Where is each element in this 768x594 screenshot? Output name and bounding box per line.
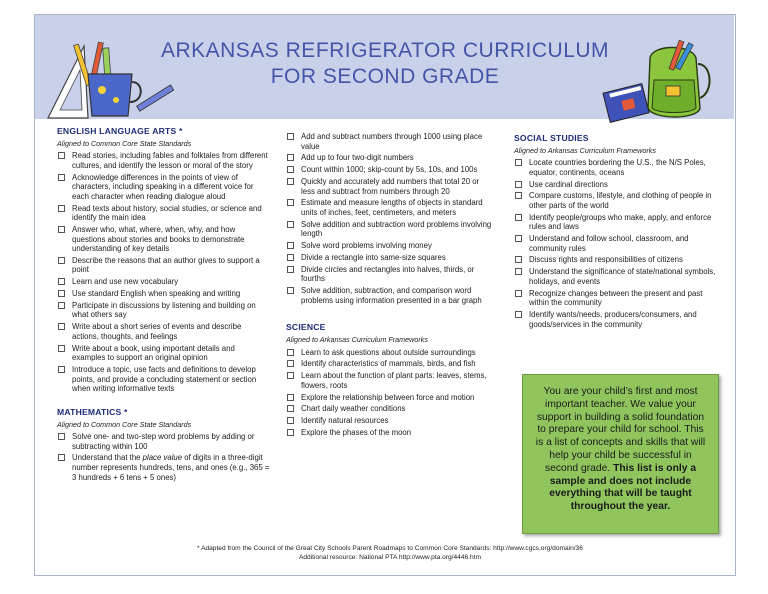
list-item[interactable]: Identify natural resources <box>286 416 494 426</box>
page-title <box>140 38 630 90</box>
list-item[interactable]: Understand that the place value of digits in a three-digit number represents hundreds, tens, and ones (e.g., 365 = 3 hundreds + 6 tens + 5 ones) <box>57 453 270 482</box>
list-item[interactable]: Estimate and measure lengths of objects in standard units of inches, feet, centimeters, and meters <box>286 198 494 217</box>
list-item[interactable]: Use standard English when speaking and writing <box>57 289 270 299</box>
list-item[interactable]: Identify characteristics of mammals, birds, and fish <box>286 359 494 369</box>
list-item[interactable]: Learn to ask questions about outside surroundings <box>286 348 494 358</box>
title-line-1: ARKANSAS REFRIGERATOR CURRICULUM <box>160 39 610 62</box>
title-line-2: FOR SECOND GRADE <box>270 65 500 88</box>
list-item[interactable]: Solve addition, subtraction, and comparison word problems using information presented in a bar graph <box>286 286 494 305</box>
list-item[interactable]: Quickly and accurately add numbers that total 20 or less and subtract from numbers through 20 <box>286 177 494 196</box>
checkbox-icon <box>58 323 65 330</box>
checkbox-icon <box>287 166 294 173</box>
column-middle <box>286 132 494 440</box>
list-item[interactable]: Acknowledge differences in the points of view of characters, including speaking in a different voice for each character when reading dialogue aloud <box>57 173 270 202</box>
list-item[interactable]: Read stories, including fables and folktales from different cultures, and identify the lesson or moral of the story <box>57 151 270 170</box>
checkbox-icon <box>58 205 65 212</box>
checkbox-icon <box>515 290 522 297</box>
column-left <box>57 127 270 484</box>
list-item[interactable]: Recognize changes between the present and past within the community <box>514 289 724 308</box>
checkbox-icon <box>58 152 65 159</box>
list-item[interactable]: Solve word problems involving money <box>286 241 494 251</box>
list-item[interactable]: Locate countries bordering the U.S., the N/S Poles, equator, continents, oceans <box>514 158 724 177</box>
list-item[interactable]: Learn about the function of plant parts: leaves, stems, flowers, roots <box>286 371 494 390</box>
checkbox-icon <box>58 302 65 309</box>
list-item[interactable]: Understand the significance of state/national symbols, holidays, and events <box>514 267 724 286</box>
list-item[interactable]: Compare customs, lifestyle, and clothing of people in other parts of the world <box>514 191 724 210</box>
footer-notes <box>60 544 720 562</box>
math-list-continued <box>286 132 494 305</box>
list-item[interactable]: Use cardinal directions <box>514 180 724 190</box>
parent-message-box <box>522 374 719 534</box>
checkbox-icon <box>287 405 294 412</box>
social-studies-aligned-note: Aligned to Arkansas Curriculum Frameworks <box>514 145 656 155</box>
list-item[interactable]: Explore the relationship between force and motion <box>286 393 494 403</box>
checkbox-icon <box>58 433 65 440</box>
list-item[interactable]: Write about a book, using important details and examples to support an original opinion <box>57 344 270 363</box>
list-item[interactable]: Explore the phases of the moon <box>286 428 494 438</box>
checkbox-icon <box>287 417 294 424</box>
list-item[interactable]: Identify people/groups who make, apply, and enforce rules and laws <box>514 213 724 232</box>
list-item[interactable]: Divide a rectangle into same-size squares <box>286 253 494 263</box>
social-studies-heading: SOCIAL STUDIES <box>514 133 589 143</box>
checkbox-icon <box>515 268 522 275</box>
list-item[interactable]: Add up to four two-digit numbers <box>286 153 494 163</box>
checkbox-icon <box>515 214 522 221</box>
checkbox-icon <box>58 174 65 181</box>
checkbox-icon <box>58 454 65 461</box>
footer-source: * Adapted from the Council of the Great City Schools Parent Roadmaps to Common Core Standards: http://www.cgcs.org/domain/36 <box>197 545 583 552</box>
checkbox-icon <box>515 256 522 263</box>
checkbox-icon <box>287 429 294 436</box>
list-item[interactable]: Discuss rights and responsibilities of citizens <box>514 255 724 265</box>
science-aligned-note: Aligned to Arkansas Curriculum Frameworks <box>286 334 428 344</box>
checkbox-icon <box>515 181 522 188</box>
list-item[interactable]: Add and subtract numbers through 1000 using place value <box>286 132 494 151</box>
list-item[interactable]: Participate in discussions by listening and building on what others say <box>57 301 270 320</box>
list-item[interactable]: Write about a short series of events and describe actions, thoughts, and feelings <box>57 322 270 341</box>
checkbox-icon <box>58 345 65 352</box>
checkbox-icon <box>58 366 65 373</box>
math-heading: MATHEMATICS * <box>57 406 128 417</box>
list-item[interactable]: Understand and follow school, classroom, and community rules <box>514 234 724 253</box>
checkbox-icon <box>287 242 294 249</box>
checkbox-icon <box>287 178 294 185</box>
checkbox-icon <box>287 133 294 140</box>
ela-list <box>57 151 270 394</box>
ela-aligned-note: Aligned to Common Core State Standards <box>57 138 192 148</box>
checkbox-icon <box>287 349 294 356</box>
checkbox-icon <box>287 154 294 161</box>
checkbox-icon <box>58 290 65 297</box>
checkbox-icon <box>287 360 294 367</box>
checkbox-icon <box>287 394 294 401</box>
list-item[interactable]: Introduce a topic, use facts and definitions to develop points, and provide a concluding statement or section when writing informative texts <box>57 365 270 394</box>
math-list <box>57 432 270 482</box>
science-heading: SCIENCE <box>286 322 326 333</box>
list-item[interactable]: Solve one- and two-step word problems by adding or subtracting within 100 <box>57 432 270 451</box>
parent-message: You are your child’s first and most important teacher. We value your support in building a solid foundation to prepare your child for school. This is a list of concepts and skills that will help your child be successful in second grade. This list is only a sample and does not include everything that will be taught throughout the year. <box>535 386 706 513</box>
checkbox-icon <box>58 257 65 264</box>
checkbox-icon <box>58 278 65 285</box>
science-list <box>286 348 494 438</box>
checkbox-icon <box>287 254 294 261</box>
checkbox-icon <box>287 266 294 273</box>
checkbox-icon <box>287 221 294 228</box>
list-item[interactable]: Divide circles and rectangles into halves, thirds, or fourths <box>286 265 494 284</box>
list-item[interactable]: Count within 1000; skip-count by 5s, 10s, and 100s <box>286 165 494 175</box>
checkbox-icon <box>287 287 294 294</box>
list-item[interactable]: Chart daily weather conditions <box>286 404 494 414</box>
checkbox-icon <box>515 235 522 242</box>
checkbox-icon <box>287 199 294 206</box>
checkbox-icon <box>287 372 294 379</box>
social-studies-list <box>514 158 724 329</box>
column-right <box>514 134 724 331</box>
list-item[interactable]: Learn and use new vocabulary <box>57 277 270 287</box>
list-item[interactable]: Read texts about history, social studies, or science and identify the main idea <box>57 204 270 223</box>
checkbox-icon <box>515 192 522 199</box>
list-item[interactable]: Describe the reasons that an author gives to support a point <box>57 256 270 275</box>
list-item[interactable]: Solve addition and subtraction word problems involving length <box>286 220 494 239</box>
checkbox-icon <box>58 226 65 233</box>
list-item[interactable]: Answer who, what, where, when, why, and how questions about stories and books to demonstrate understanding of key details <box>57 225 270 254</box>
checkbox-icon <box>515 311 522 318</box>
checkbox-icon <box>515 159 522 166</box>
list-item[interactable]: Identify wants/needs, producers/consumers, and goods/services in the community <box>514 310 724 329</box>
footer-resource: Additional resource: National PTA http://www.pta.org/4446.htm <box>298 554 482 561</box>
math-aligned-note: Aligned to Common Core State Standards <box>57 419 192 429</box>
ela-heading: ENGLISH LANGUAGE ARTS * <box>57 126 183 136</box>
